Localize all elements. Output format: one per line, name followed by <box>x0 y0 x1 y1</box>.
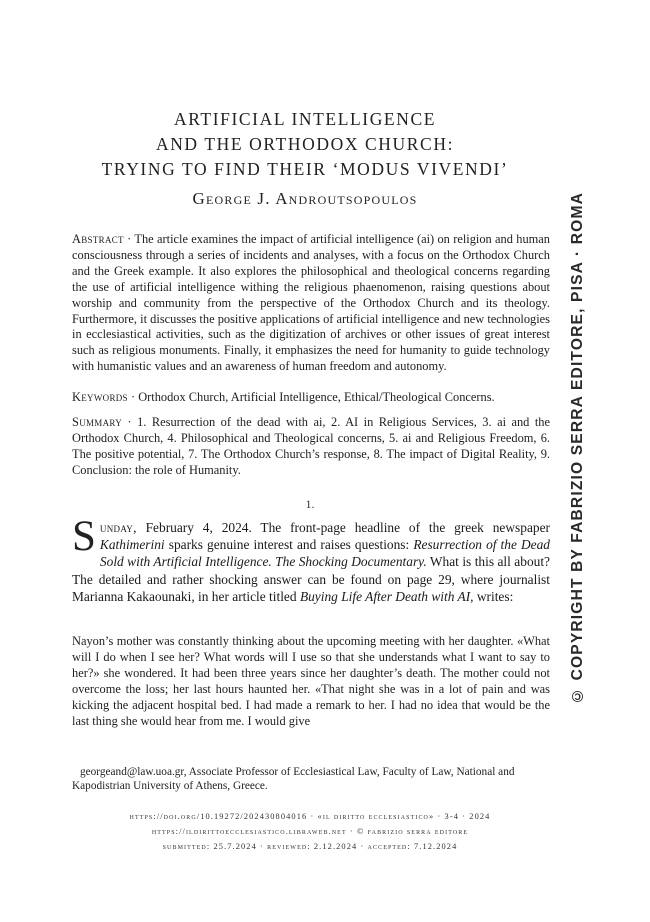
drop-cap: S <box>72 513 96 560</box>
body-text-b: sparks genuine interest and raises questions: <box>164 537 414 553</box>
abstract-text: The article examines the impact of artificial intelligence (ai) on religion and human consciousness through a series of incidents and analyses, with a focus on the Orthodox Church and the Greek example. It also explores the philosophical and theological concerns regarding the use of artificial intelligence withing the religious phaenomenon, raising questions about worship and community from the perspective of the Orthodox Church and its theology. Furthermore, it discusses the positive applications of artificial intelligence and new technologies in ecclesiastical activities, such as the digitization of archives or other issues of great interest such as religious monuments. Finally, it emphasizes the need for humanity to guide technology with humanistic values and an awareness of human freedom and autonomy. <box>72 232 550 374</box>
abstract: Abstract · The article examines the impact of artificial intelligence (ai) on religion and human consciousness through a series of incidents and analyses, with a focus on the Orthodox Church and the Greek example. It also explores the philosophical and theological concerns regarding the use of artificial intelligence withing the religious phaenomenon, raising questions about worship and community from the perspective of the Orthodox Church and its theology. Furthermore, it discusses the positive applications of artificial intelligence and new technologies in ecclesiastical activities, such as the digitization of archives or other issues of great interest such as religious monuments. Finally, it emphasizes the need for humanity to guide technology with humanistic values and an awareness of human freedom and autonomy. <box>72 232 550 374</box>
author-footnote <box>72 765 550 794</box>
summary-label: Summary <box>72 415 123 429</box>
cited-article-title: Buying Life After Death with AI, <box>299 588 474 604</box>
summary: Summary · 1. Resurrection of the dead with ai, 2. AI in Religious Services, 3. ai and the Orthodox Church, 4. Philosophical and Theological concerns, 5. ai and Religious Freedom, 6. The positive potential, 7. The Orthodox Church’s response, 8. The impact of Digital Reality, 9. Conclusion: the role of Humanity. <box>72 415 550 477</box>
keywords-label: Keywords <box>72 390 128 404</box>
dates-line: submitted: 25.7.2024 · reviewed: 2.12.2024 · accepted: 7.12.2024 <box>162 842 458 851</box>
summary-text: 1. Resurrection of the dead with ai, 2. AI in Religious Services, 3. ai and the Orthodox Church, 4. Philosophical and Theological concerns, 5. ai and Religious Freedom, 6. The positive potential, 7. The Orthodox Church’s response, 8. The impact of Digital Reality, 9. Conclusion: the role of Humanity. <box>72 415 550 477</box>
newspaper-name: Kathimerini <box>99 537 165 553</box>
copyright-text: © COPYRIGHT BY FABRIZIO SERRA EDITORE, PISA · ROMA <box>569 191 586 705</box>
opening-word: unday, <box>99 520 137 535</box>
keywords-text: Orthodox Church, Artificial Intelligence, Ethical/Theological Concerns. <box>138 390 495 404</box>
website-line: https://ildirittoecclesiastico.libraweb.net · © fabrizio serra editore <box>151 827 469 836</box>
author-name: George J. Androutsopoulos <box>192 189 418 208</box>
block-quote: Nayon’s mother was constantly thinking about the upcoming meeting with her daughter. «What will I do when I see her? What words will I use so that she understands what I want to say to her?» she wondered. It had been three years since her daughter’s death. The mother could not overcome the loss; her last hours haunted her. «That night she was in a lot of pain and was kicking the adjacent hospital bed. I had made a remark to her. I had no idea that would be the last thing she would hear from me. I would give <box>72 634 550 728</box>
keywords: Keywords · Orthodox Church, Artificial Intelligence, Ethical/Theological Concerns. <box>72 390 495 404</box>
section-number: 1. <box>305 497 315 511</box>
copyright-watermark <box>564 191 592 705</box>
title-line-3: TRYING TO FIND THEIR ‘MODUS VIVENDI’ <box>101 159 509 179</box>
article-title <box>60 107 550 182</box>
title-line-1: ARTIFICIAL INTELLIGENCE <box>173 109 437 129</box>
footnote-line-1: georgeand@law.uoa.gr, Associate Professor of Ecclesiastical Law, Faculty of Law, National and <box>80 766 515 778</box>
body-text-c: What is this all about? The detailed and rather shocking answer can be found on page 29, where journalist Marianna Kakaounaki, in her article titled <box>72 554 550 604</box>
body-paragraph <box>72 513 550 605</box>
body-text-d: writes: <box>473 588 514 604</box>
body-text-a: February 4, 2024. The front-page headline of the greek newspaper <box>136 520 550 535</box>
abstract-label: Abstract <box>72 232 124 246</box>
doi-line: https://doi.org/10.19272/202430804016 · «il diritto ecclesiastico» · 3-4 · 2024 <box>129 812 491 821</box>
headline-quote: Resurrection of the Dead Sold with Artificial Intelligence. The Shocking Documentary. <box>99 537 550 570</box>
title-line-2: AND THE ORTHODOX CHURCH: <box>155 134 455 154</box>
footnote-line-2: Kapodistrian University of Athens, Greece. <box>72 780 268 793</box>
